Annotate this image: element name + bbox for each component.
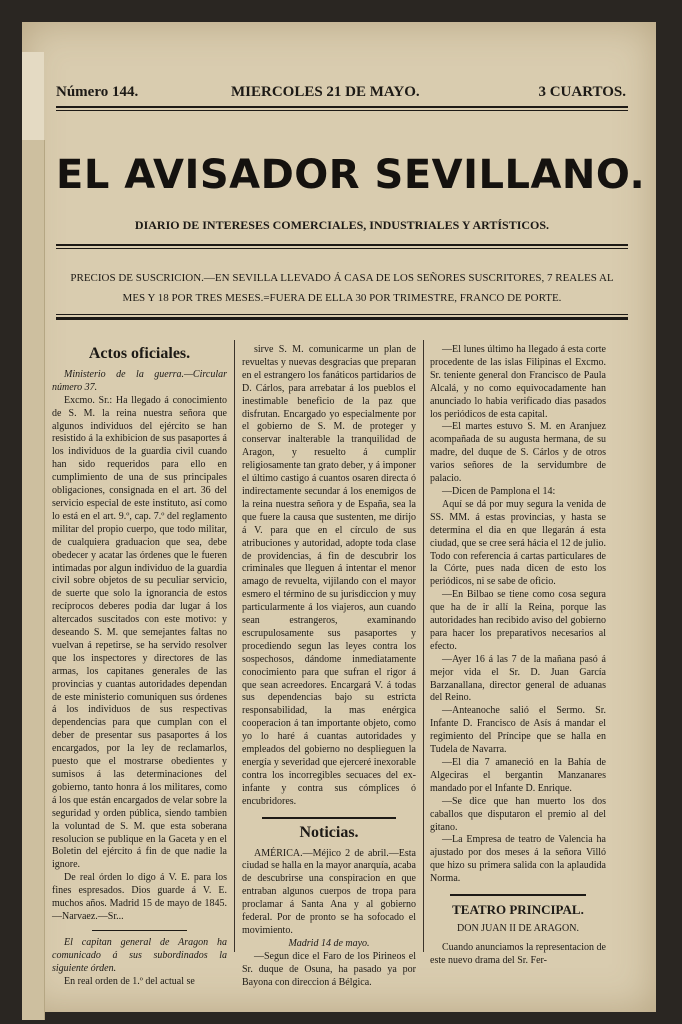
page-edge-top <box>22 52 44 142</box>
prices-rule <box>56 317 628 320</box>
column-divider-2 <box>423 340 424 952</box>
news-item: —El dia 7 amaneció en la Bahía de Algeciras el bergantin Manzanares mandado por el Infante D. Enrique. <box>430 757 606 794</box>
news-item: —Segun dice el Faro de los Pirineos el Sr. duque de Osuna, ha pasado ya por Bayona con direccion á Bélgica. <box>242 950 416 988</box>
header-rule-thin <box>56 110 628 111</box>
masthead-subtitle: DIARIO DE INTERESES COMERCIALES, INDUSTRIALES Y ARTÍSTICOS. <box>134 218 550 232</box>
section-separator <box>262 817 396 819</box>
news-item: —El martes estuvo S. M. en Aranjuez acompañada de su augusta hermana, de su madre, del duque de S. Cárlos y de otros varios señores de la servidumbre de palacio. <box>430 421 606 485</box>
article-paragraph: De real órden lo digo á V. E. para los fines espresados. Dios guarde á V. E. muchos años. Madrid 15 de mayo de 1845.—Narvaez.—Sr... <box>52 872 227 922</box>
issue-number: Número 144. <box>56 84 139 100</box>
column-1 <box>52 344 227 987</box>
news-item: —Dicen de Pamplona el 14: <box>442 485 556 497</box>
subtitle-rule-thin <box>56 248 628 249</box>
section-heading-teatro: TEATRO PRINCIPAL. <box>452 902 584 918</box>
section-heading-noticias: Noticias. <box>299 823 359 841</box>
article-intro: Ministerio de la guerra.—Circular número 37. <box>52 368 227 393</box>
play-title: DON JUAN II DE ARAGON. <box>457 922 579 934</box>
prices-rule-thin <box>56 314 628 315</box>
issue-price: 3 CUARTOS. <box>538 84 626 100</box>
header-rule <box>56 106 628 108</box>
subscription-line-1: PRECIOS DE SUSCRICION.—EN SEVILLA LLEVADO Á CASA DE LOS SEÑORES SUSCRITORES, 7 REALES AL <box>70 272 614 284</box>
section-heading-actos: Actos oficiales. <box>88 345 191 362</box>
newspaper-page <box>22 22 656 1012</box>
column-divider-1 <box>234 340 235 952</box>
issue-date: MIERCOLES 21 DE MAYO. <box>231 84 420 100</box>
article-paragraph: El capitan general de Aragon ha comunicado á sus subordinados la siguiente órden. <box>52 936 227 974</box>
page-edge <box>22 140 45 1020</box>
column-2 <box>242 344 416 988</box>
news-item: —El lunes último ha llegado á esta corte procedente de las islas Filipinas el Excmo. Sr. teniente general don Francisco de Paula Alcalá, y no como equivocadamente han anunciado lo habia verificado dias pasados los periódicos de esta capital. <box>430 344 606 420</box>
masthead-title: EL AVISADOR SEVILLANO. <box>56 152 646 198</box>
article-paragraph: En real orden de 1.º del actual se <box>64 975 195 987</box>
subscription-line-2: MES Y 18 POR TRES MESES.=FUERA DE ELLA 30 POR TRIMESTRE, FRANCO DE PORTE. <box>122 292 562 304</box>
news-item: —Anteanoche salió el Sermo. Sr. Infante D. Francisco de Asís á mandar el regimiento del Príncipe que se halla en Tudela de Navarra. <box>430 705 606 756</box>
news-item: Aquí se dá por muy segura la venida de SS. MM. á estas provincias, y hasta se determina el dia en que llegarán á esta ciudad, que se cree será hácia el 12 de julio. Todo con referencia á cartas particulares de la Córte, pues nada dicen de esto los periódicos, ni se sabe de oficio. <box>430 498 606 588</box>
subtitle-rule <box>56 244 628 246</box>
news-item: —La Empresa de teatro de Valencia ha ajustado por dos meses á la señora Villó que hizo su primera salida con la aplaudida Norma. <box>430 834 606 885</box>
subscription-prices <box>56 268 628 308</box>
article-paragraph: sirve S. M. comunicarme un plan de revueltas y nuevas desgracias que preparan en el estrangero los fanáticos partidarios de D. Cárlos, para arrebatar á los pueblos el inestimable beneficio de la paz que disfrutan. Encargado yo especialmente por el gobierno de S. M. de proteger y conservar inalterable la tranquilidad de Aragon, y resuelto á cumplir religiosamente tan grato deber, y á imponer el último castigo á cuantos osaren directa ó indirectamente secundar á los enemigos de la reina nuestra señora y de España, sea la que fuere la causa que sustenten, me dirijo á V. para que en el círculo de sus atribuciones y autoridad, adopte toda clase de providencias, á fin de descubrir los criminales que lleguen á intentar el menor amago de revuelta, vijilando con el mayor esmero el término de su jurisdiccion y muy particularmente á los viajeros, aun cuando sean estrangeros, examinando escrupulosamente sus pasaportes y procediendo segun las leyes contra los sospechosos, dándome inmediatamente conocimiento para que sufran el rigor á que sean acreedores. Encargará V. á todas sus dependencias bajo su estricta responsabilidad, la mas enérgica cooperacion á tan importante objeto, como yo lo haré á cuantas autoridades y empleados del gobierno no desplieguen la energía y severidad que ejerceré inexorable contra los incorregibles secuaces del ex-infante y contra sus cómplices ó encubridores. <box>242 344 416 807</box>
article-paragraph: Cuando anunciamos la representacion de este nuevo drama del Sr. Fer- <box>430 941 606 966</box>
article-separator <box>92 930 187 931</box>
news-item: —Ayer 16 á las 7 de la mañana pasó á mejor vida el Sr. D. Juan García Barzanallana, director general de aduanas del Reino. <box>430 653 606 704</box>
news-item: —En Bilbao se tiene como cosa segura que ha de ir allí la Reina, porque las autoridades han recibido aviso del gobierno para hacer los preparativos necesarios al efecto. <box>430 589 606 652</box>
issue-header <box>56 84 626 104</box>
article-paragraph: Excmo. Sr.: Ha llegado á conocimiento de S. M. la reina nuestra señora que algunos individuos del ejército se han resistido á la exhibicion de sus pasaportes á los individuos de la guardia civil cuando han sido requeridos para ello en cumplimiento de una de sus principales obligaciones, consignada en el art. 36 del servicio especial de este instituto, así como lo está en el art. 9.º, cap. 7.º del reglamento militar del propio cuerpo, que todo militar, de cualquiera graduacion que sea, debe obedecer y acatar las órdenes que le fueren intimadas por algun individuo de la guardia civil sobre objetos de su peculiar servicio, de suerte que solo la ignorancia de estos recíprocos deberes podia dar lugar á los altercados suscitados con este motivo: y deseando S. M. que semejantes faltas no vuelvan á repetirse, se ha servido resolver que los inspectores y directores de las armas, los capitanes generales de las provincias y cuantas autoridades dependan de este ministerio comuniquen sus órdenes á los individuos de sus respectivas dependencias para que cumplan con el deber de presentar sus pasaportes á los encargados, por la ley de reclamarlos, puesto que el mostrarse obedientes y sumisos á las determinaciones del gobierno, tanto honra á los militares, como á los que están encargados de velar sobre la seguridad y orden pública, siendo tambien la voluntad de S. M. que esta soberana resolucion se publique en la Gaceta y en el Boletin del ejército á fin de que nadie la ignore. <box>52 394 227 871</box>
news-dateline: Madrid 14 de mayo. <box>288 937 370 949</box>
column-3 <box>430 344 606 966</box>
news-item: —Se dice que han muerto los dos caballos que disputaron el premio al del gitano. <box>430 795 606 833</box>
news-item: AMÉRICA.—Méjico 2 de abril.—Esta ciudad se halla en la mayor anarquía, acaba de descubrirse una conspiracion en que entraban algunos cuerpos de tropa para proclamar á Santa Ana y al gobierno federal. Por de pronto se ha sofocado el movimiento. <box>242 847 416 936</box>
section-separator <box>450 894 586 896</box>
